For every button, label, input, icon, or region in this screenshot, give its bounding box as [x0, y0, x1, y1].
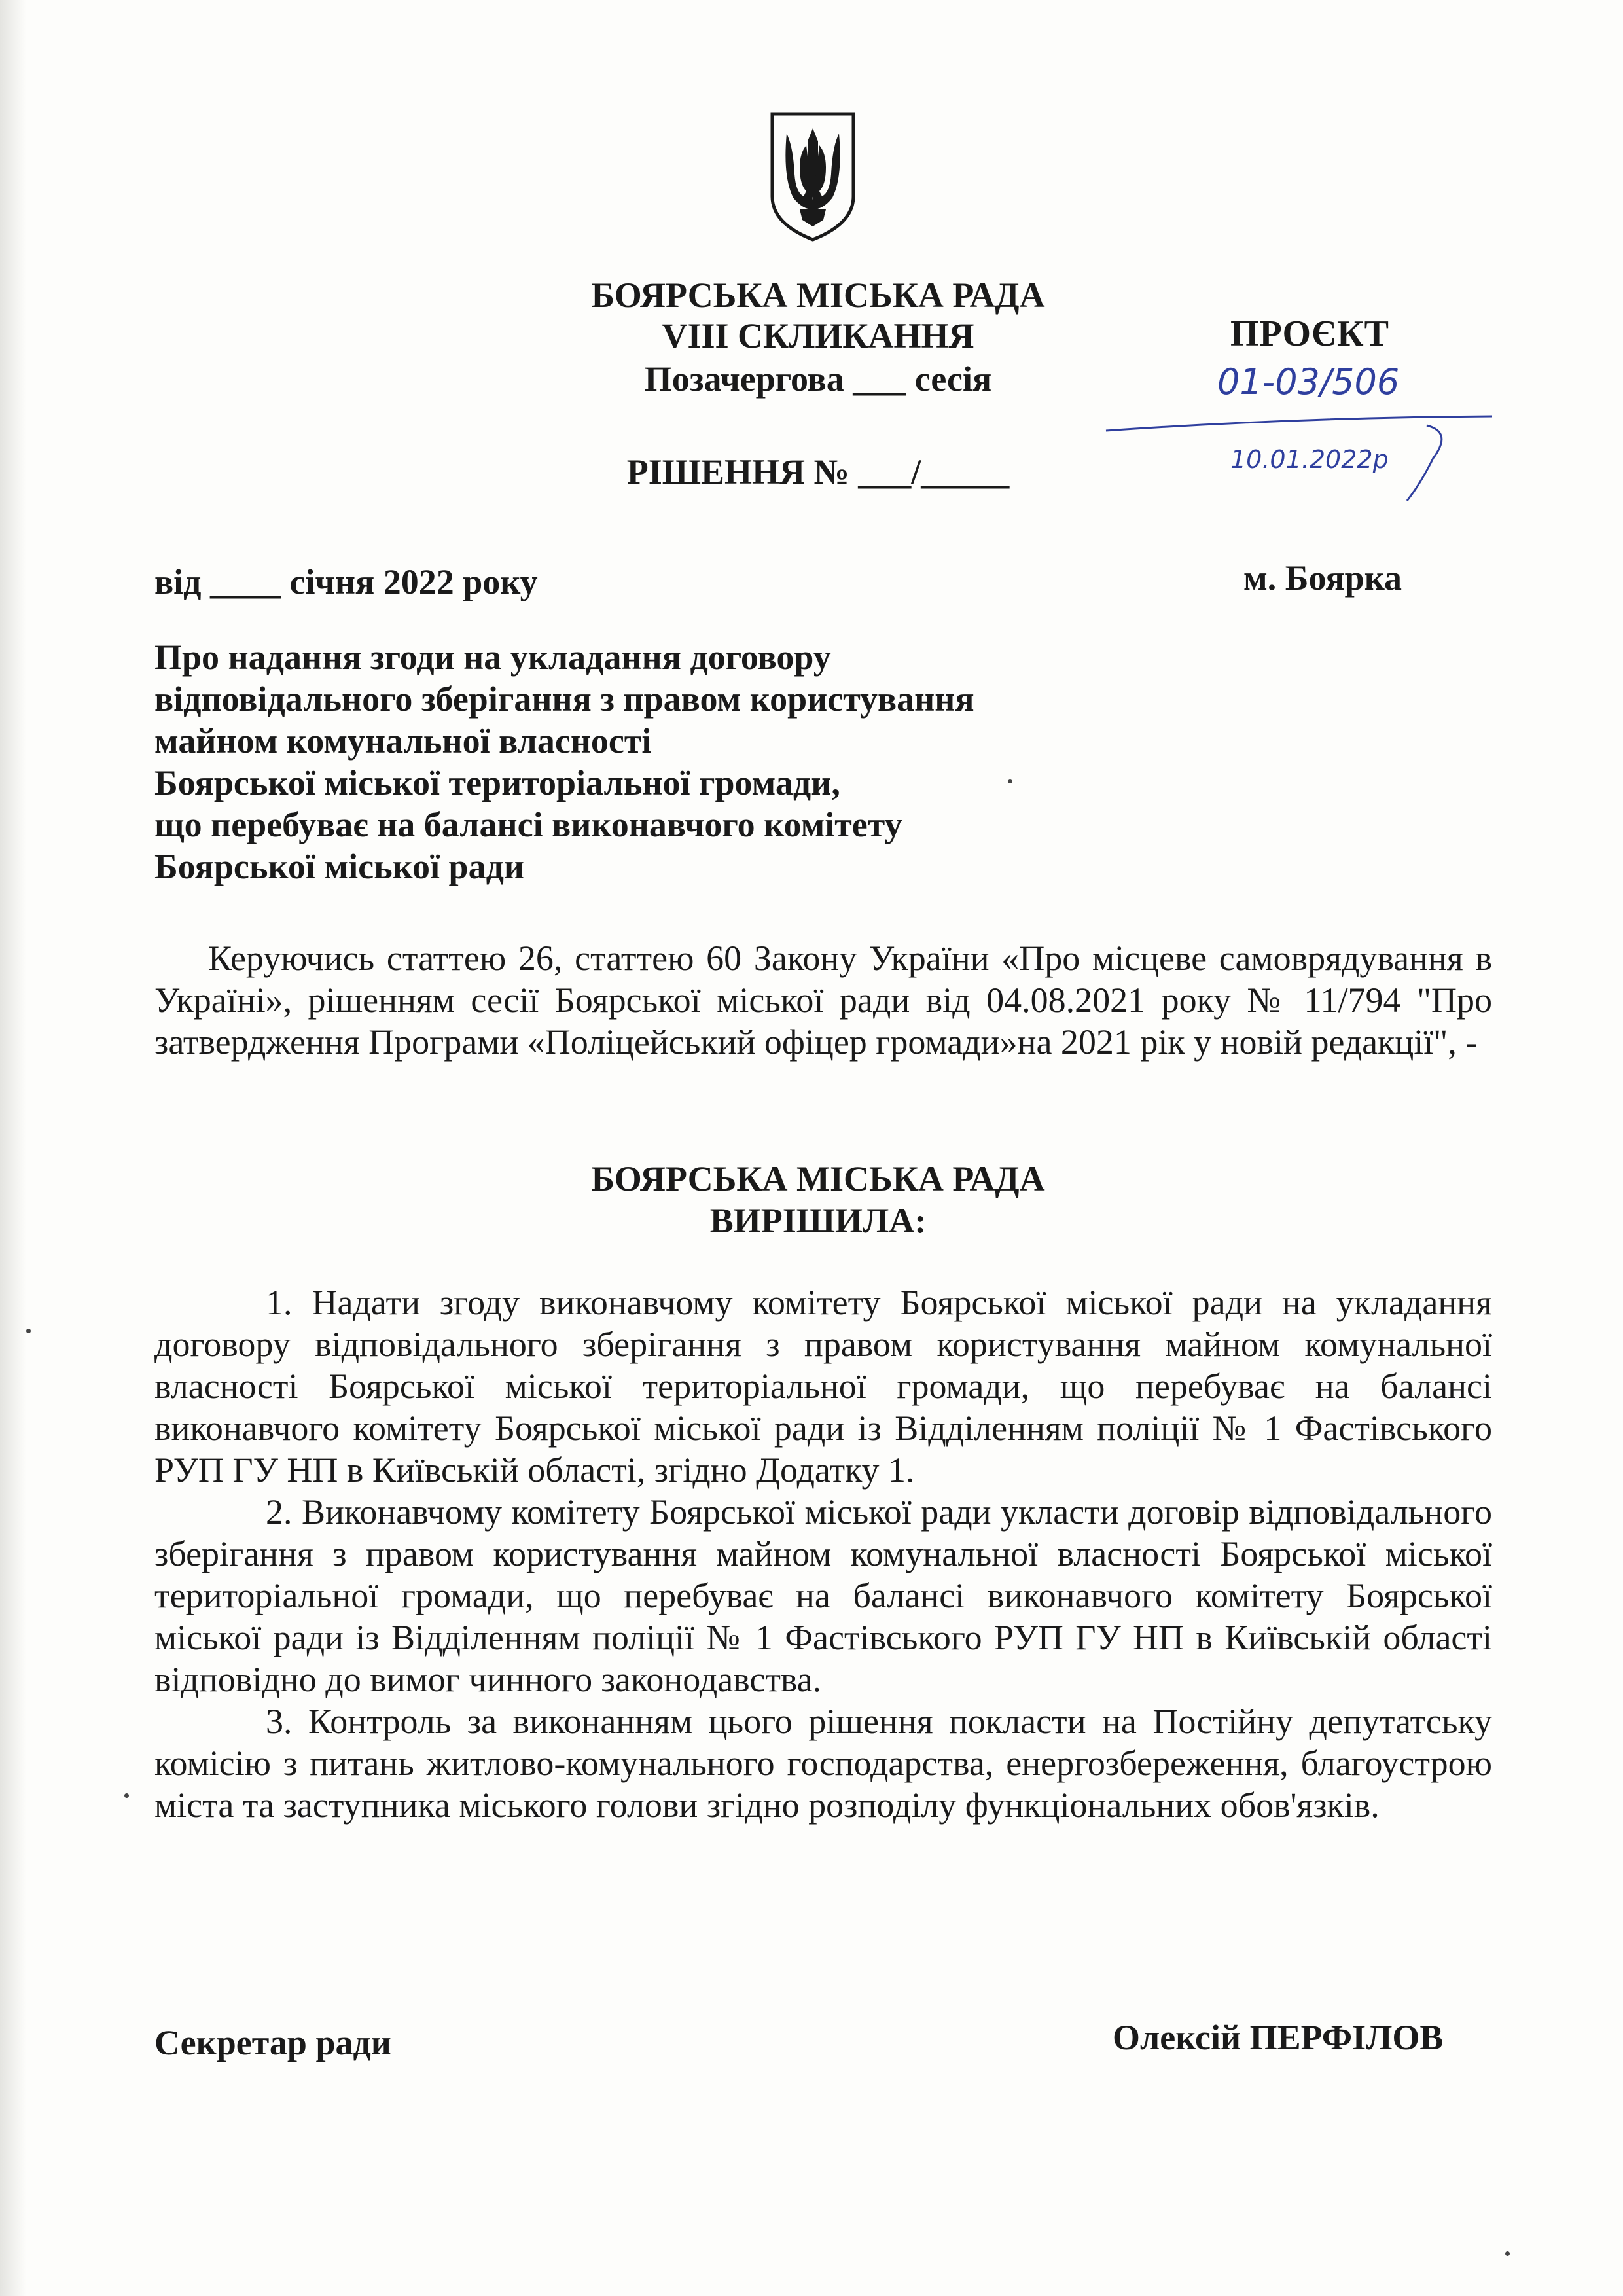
scan-speck: [1008, 779, 1012, 783]
handwritten-registration-mark: [1099, 353, 1505, 511]
project-label: ПРОЄКТ: [1230, 314, 1389, 354]
scan-speck: [1505, 2251, 1510, 2256]
subject-line: Боярської міської територіальної громади,: [154, 763, 840, 802]
resolution-heading: БОЯРСЬКА МІСЬКА РАДА: [591, 1159, 1045, 1198]
decision-number: РІШЕННЯ № ___/_____: [626, 452, 1010, 492]
handwritten-date: 10.01.2022р: [1230, 445, 1389, 474]
city: м. Боярка: [1243, 558, 1402, 598]
subject-line: Боярської міської ради: [154, 847, 525, 886]
convocation: VIII СКЛИКАННЯ: [662, 316, 974, 355]
subject-line: майном комунальної власності: [154, 721, 652, 761]
scan-speck: [26, 1329, 31, 1333]
decision-item-3: 3. Контроль за виконанням цього рішення покласти на Постійну депутатську комісію з питань житлово-комунального господарства, енергозбереження, благоустрою міста та заступника міського голови згідно розподілу функціональних обов'язків.: [154, 1702, 1492, 1825]
decision-item-1: 1. Надати згоду виконавчому комітету Боярської міської ради на укладання договору відповідального зберігання з правом користування майном комунальної власності Боярської міської територіальної громади, що перебуває на балансі виконавчого комітету Боярської міської ради із Відділенням поліції № 1 Фастівського РУП ГУ НП в Київській області, згідно Додатку 1.: [154, 1283, 1492, 1490]
trident-emblem-icon: [767, 111, 859, 242]
signatory-name: Олексій ПЕРФІЛОВ: [1113, 2018, 1444, 2057]
subject-line: що перебуває на балансі виконавчого комітету: [154, 805, 902, 844]
preamble: Керуючись статтею 26, статтею 60 Закону України «Про місцеве самоврядування в Україні», рішенням сесії Боярської міської ради від 04.08.2021 року № 11/794 "Про затвердження Програми «Поліцейський офіцер громади»на 2021 рік у новій редакції", -: [154, 939, 1492, 1062]
decision-item-2: 2. Виконавчому комітету Боярської міської ради укласти договір відповідального зберігання з правом користування майном комунальної власності Боярської міської територіальної громади, що перебуває на балансі виконавчого комітету Боярської міської ради із Відділенням поліції № 1 Фастівського РУП ГУ НП в Київській області відповідно до вимог чинного законодавства.: [154, 1492, 1492, 1699]
signatory-position: Секретар ради: [154, 2023, 391, 2062]
decision-date: від ____ січня 2022 року: [154, 562, 538, 601]
resolution-verb: ВИРІШИЛА:: [709, 1201, 927, 1240]
handwritten-reg-number: 01-03/506: [1217, 361, 1400, 403]
subject-line: Про надання згоди на укладання договору: [154, 637, 831, 677]
subject-line: відповідального зберігання з правом користування: [154, 679, 974, 719]
decision-subject: [154, 636, 1136, 888]
decision-items: [154, 1282, 1492, 1826]
scan-speck: [124, 1793, 129, 1798]
session: Позачергова ___ сесія: [644, 359, 992, 399]
scan-edge-shadow: [0, 0, 26, 2296]
council-name: БОЯРСЬКА МІСЬКА РАДА: [591, 276, 1045, 315]
